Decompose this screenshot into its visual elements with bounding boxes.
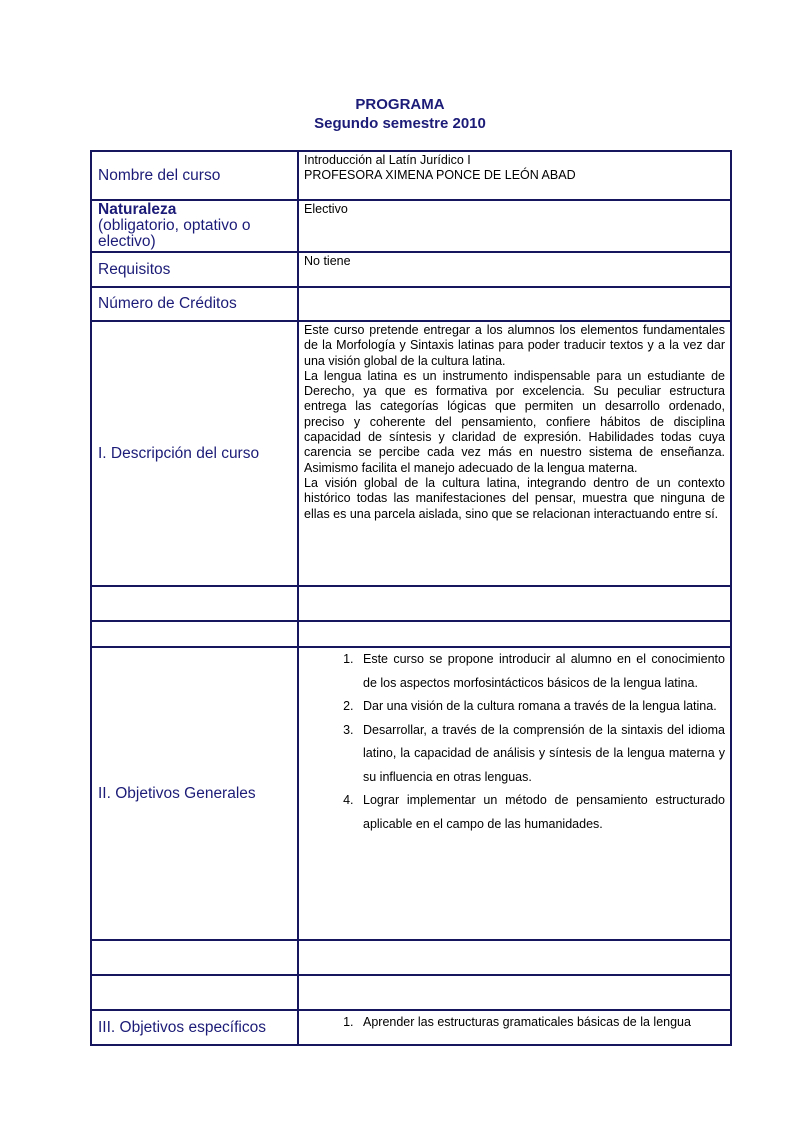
table-row-descripcion [91, 321, 731, 586]
table-row-requisitos [91, 252, 731, 287]
value-creditos [298, 287, 731, 321]
objective-item: 1. Aprender las estructuras gramaticales básicas de la lengua [357, 1011, 725, 1035]
objective-item: 2. Dar una visión de la cultura romana a través de la lengua latina. [357, 695, 725, 719]
table-row-nombre [91, 151, 731, 200]
specific-objectives-list [304, 1011, 725, 1035]
description-paragraph: Este curso pretende entregar a los alumnos los elementos fundamentales de la Morfología y Sintaxis latinas para poder traducir textos y a la vez dar una visión global de la cultura latina. [304, 323, 725, 368]
objective-item: 3. Desarrollar, a través de la comprensión de la sintaxis del idioma latino, la capacidad de análisis y síntesis de la lengua materna y su influencia en otras lenguas. [357, 719, 725, 790]
label-objetivos-generales: II. Objetivos Generales [91, 647, 298, 940]
table-row-creditos [91, 287, 731, 321]
table-row-empty [91, 940, 731, 975]
description-paragraph: La visión global de la cultura latina, integrando dentro de un contexto histórico todas las manifestaciones del pensar, muestra que ninguna de ellas es una parcela aislada, sino que se relacionan interactuando entre sí. [304, 475, 725, 521]
empty-cell [298, 621, 731, 647]
value-naturaleza: Electivo [298, 200, 731, 252]
label-requisitos: Requisitos [91, 252, 298, 287]
naturaleza-sublabel: (obligatorio, optativo o electivo) [98, 217, 251, 250]
program-table [90, 150, 732, 1046]
objective-item: 4. Lograr implementar un método de pensamiento estructurado aplicable en el campo de las humanidades. [357, 789, 725, 836]
empty-cell [298, 586, 731, 621]
label-descripcion: I. Descripción del curso [91, 321, 298, 586]
objectives-list [304, 648, 725, 836]
label-objetivos-especificos: III. Objetivos específicos [91, 1010, 298, 1045]
empty-cell [91, 621, 298, 647]
table-row-naturaleza [91, 200, 731, 252]
course-name: Introducción al Latín Jurídico I [304, 153, 471, 167]
professor-name: PROFESORA XIMENA PONCE DE LEÓN ABAD [304, 168, 576, 183]
objective-item: 1. Este curso se propone introducir al alumno en el conocimiento de los aspectos morfosintácticos básicos de la lengua latina. [357, 648, 725, 695]
table-row-empty [91, 975, 731, 1010]
label-nombre: Nombre del curso [91, 151, 298, 200]
value-requisitos: No tiene [298, 252, 731, 287]
document-title: PROGRAMA [355, 96, 445, 113]
label-creditos: Número de Créditos [91, 287, 298, 321]
value-objetivos-generales [298, 647, 731, 940]
table-row-objetivos-generales [91, 647, 731, 940]
empty-cell [298, 975, 731, 1010]
empty-cell [298, 940, 731, 975]
empty-cell [91, 975, 298, 1010]
value-descripcion [298, 321, 731, 586]
label-naturaleza [91, 200, 298, 252]
table-row-empty [91, 621, 731, 647]
table-row-objetivos-especificos [91, 1010, 731, 1045]
document-subtitle: Segundo semestre 2010 [314, 115, 486, 132]
naturaleza-label: Naturaleza [98, 201, 177, 218]
value-nombre [298, 151, 731, 200]
table-row-empty [91, 586, 731, 621]
empty-cell [91, 586, 298, 621]
empty-cell [91, 940, 298, 975]
value-objetivos-especificos [298, 1010, 731, 1045]
description-paragraph: La lengua latina es un instrumento indispensable para un estudiante de Derecho, ya que es formativa por excelencia. Su peculiar estructura entrega las categorías lógicas que permiten un desarrollo ordenado, preciso y coherente del pensamiento, confiere hábitos de disciplina capacidad de síntesis y claridad de expresión. Habilidades todas cuya carencia se percibe cada vez más en nuestro sistema de enseñanza. Asimismo facilita el manejo adecuado de la lengua materna. [304, 368, 725, 475]
